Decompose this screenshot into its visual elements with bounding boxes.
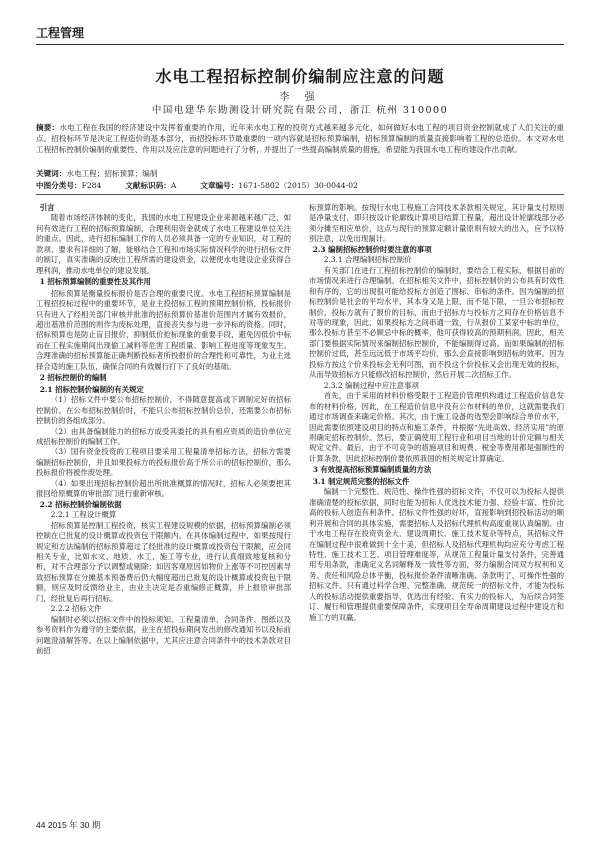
paragraph: （1）招标文件中要公布招标控制价，不得随意提高或下调制定好的招标控制价。在公布招标控制价时，不能只公布招标控制价总价，还需要公布招标控制价的各组成部分。 <box>36 395 291 426</box>
left-column <box>36 203 291 656</box>
subsection-heading: 3.1 制定规范完整的招标文件 <box>312 476 410 486</box>
subsubsection-heading: 2.2.1 工程设计概算 <box>50 510 117 520</box>
section-heading: 1 招标预算编制的重要性及其作用 <box>39 277 151 287</box>
paragraph: 随着市场经济体制的变化，我国的水电工程建设企业来源越来越广泛，如何有效进行工程的招标预算编制，合理利用资金就成了水电工程建设单位关注的重点。因此，进行招标编制工作的人员必须具备一定的专业知识，对工程的款项、要求有详细的了解，能够结合工程和市场实际情况科学的进行招标文件的制订，真实准确的反映出工程所需的建设资金，以便使水电建设企业获得合理利润，推动水电单位的建设发展。 <box>36 213 291 275</box>
subsubsection-heading: 2.3.1 合理编制招标控制价 <box>323 255 412 265</box>
article-number: 文章编号：1671-5802（2015）30-0044-02 <box>200 181 358 190</box>
paragraph: 招标预算是控制工程投资，核实工程建设规模的依据，招标预算编制必须控制在已批复的设计概算或投资包干限额内。在具体编制过程中，如果按现行规定和方法编制的招标预算超过了经批准的设计概算或投资包干限额，应会同相关专业，比如水文、地质、水工、施工等专业，进行认真细致地复核和分析，对不合理部分予以调整或剔除；如因客观原因如物价上涨等不可控因素导致招标预算在分摊基本预备费后仍大幅度超出已批复的设计概算或投资包干限额，则应及时反馈给业主，由业主决定是否重编修正概算，并上报原审批部门，经批复后再行招标。 <box>36 520 291 603</box>
section-heading: 引言 <box>39 203 55 212</box>
clc-number: 中图分类号：F284 <box>36 181 102 190</box>
paragraph: 招标预算是衡量投标报价是否合理的重要尺度。水电工程招标预算编制是工程招投标过程中的重要环节，是业主投招标工程的预期控制价格，投标报价只有进入了经相关部门审核并批准的招标预算价基准价范围内才属有效报价，超出基准价范围的则作为废标处理，直接丧失参与进一步评标的资格。同时，招标预算也是防止盲目报价，抑制低价抢标现象的重要手段，避免因低价中标而在工程实施期间出现偷工减料等危害工程质量、影响工程进度等现象发生。合理准确的招标预算能正确判断投标者所投报价的合理性和可靠性，为业主选择合适的施工队伍，确保合同的有效履行打下了良好的基础。 <box>36 288 291 371</box>
document-code: 文献标识码：A <box>125 181 177 190</box>
metadata-rule <box>36 194 564 195</box>
right-column <box>309 203 564 623</box>
paragraph: （4）如果出现招标控制价超出所批准概算的情况时，招标人必须要把其报回给原概算的审批部门进行重新审核。 <box>36 478 291 499</box>
keywords-label: 关键词： <box>36 169 67 178</box>
subsubsection-heading: 2.2.2 招标文件 <box>50 604 102 614</box>
paragraph: 标预算的影响。按现行水电工程施工合同技术条款相关规定，其计量支付原则是净量支付，即只按设计轮廓线计算项目结算工程量，超出设计轮廓线部分必须分摊至相应单价，这点与现行的预算定额计量原则有较大的出入，应予以特别注意，以免出现漏计。 <box>309 203 564 244</box>
paragraph: （2）由具备编制能力的招标方或受其委托的具有相应资质的造价单位完成招标控制价的编制工作。 <box>36 426 291 446</box>
page-footer: 44 2015 年 30 期 <box>36 820 101 830</box>
article-author: 李 强 <box>279 92 321 103</box>
subsection-heading: 2.1 招标控制价编制的有关规定 <box>39 384 144 394</box>
paragraph: 有关部门在进行工程招标控制价的编制时，要结合工程实际，根据目前的市场情况来进行合理编制。在招标相关文件中，招标控制价的公布具有时效性和有序的，它的出现很可能给投标方创造了围标、串标的条件。因为编制的招标控制价是社会的平均水平，其本身又是上限，而不是下限，一旦公布招标控制价，投标方就有了报价的目标，而由于招标方与投标方之间存在价格信息不对等的现象，因此，如果投标方之间串通一致，行从报价工某家中标的单位，那么投标方甚至不必顾忌中标的概率，他可获得较高的预期利润。因此，相关部门要根据实际情况来编制招标控制价，不能编制得过高。而如果编制的招标控制价过低，甚至远远低于市场平均价，那么会直接影响到招标的效率。因为投标方按这个价来投标会无利可图，而不投这个价投标又会出现无效的投标，从而导致招标方只能修改招标控制价，然后开展二次招标工作。 <box>309 265 564 380</box>
paragraph: 编制一个完整性、规范性、操作性强的招标文件，不仅可以为投标人提供准确清楚的投标依据，同时也能为招标人优选技术能力强、经验丰富、性价比高的投标人创造有利条件。招标文件性强的好坏，直接影响到招投标活动的顺利开展和合同的具体实施，需要招标人及招标代理机构高度重视认真编制。由于水电工程存在投资资金大、建设周期长、施工技术复杂等特点，其招标文件在编制过程中很难做到十全十美，但招标人及招标代理机构均应充分考虑工程特性、施工技术工艺、项目管理难度等，从规范工程量计量支付条件，完善通用专用条款，准确定义名词解释及一致性等方面，努力编制合同双方权利和义务、责任和风险总体平衡，投标报价条件清晰准确、条款明了、可操作性强的招标文件。只有通过科学合理、完整准确、规范统一的招标文件，才能为投标人的投标活动提供重要指导，优选出有经验、有实力的投标人，为后续合同签订、履行和管理提供重要保障条件，实现项目全寿命周期建设过程中建设方和施工方的双赢。 <box>309 487 564 622</box>
header-rule <box>36 44 564 45</box>
keywords <box>36 168 564 179</box>
keywords-text: 水电工程；招标预算；编制 <box>66 169 158 178</box>
author-affiliation: 中国电建华东勘测设计研究院有限公司，浙江 杭州 310000 <box>151 105 449 116</box>
section-heading: 2 招标控制价的编制 <box>39 373 107 383</box>
abstract-text: 水电工程在我国的经济建设中发挥着重要的作用，近年来水电工程的投资方式越来越多元化，如何做好水电工程的项目资金控制就成了人们关注的重点。招投标环节是决定工程造价的基本部分，而招投标环节最重要的一项内容就是招标预算编制，招标预算编制的质量直接影响着工程的总造价。本文对水电工程招标控制价编制的重要性、作用以及应注意的问题进行了分析，并提出了一些提高编制质量的措施，希望能为我国水电工程的建设作出贡献。 <box>36 123 565 154</box>
article-metadata <box>36 180 564 191</box>
paragraph: （3）国有资金投资的工程项目要采用工程量清单招标方法，招标方需要编制招标控制价，并且如果投标方的投标报价高于所公示的招标控制价，那么投标报价将被作废处理。 <box>36 447 291 478</box>
paragraph: 编制时必须以招标文件中的投标须知、工程量清单、合同条件、图纸以及参考资料作为遵守的主要依据，业主在招投标期间发出的修改通知书以及标前问题澄清解答等。在以上编制依据中，尤其应注意合同条件中的技术条款对目前招 <box>36 614 291 656</box>
abstract <box>36 122 564 155</box>
paragraph: 首先，由于采用的材料价格受限于工程造价管理机构通过工程造价信息发布的材料价格，因此，在工程造价信息中没有公布材料的单价，这就需要我们通过市场调查来确定价格。其次，由于施工设备的选型会影响综合单价水平，因此需要依照建设项目的特点和施工条件，并根据“先进高效、经济实用”的原则确定招标控制价。然后，要正确使用工程行业和项目当地的计价定额与相关规定文件。最后，由于不可竞争的措施项目和规费、税金等费用都是强制性的计算条款，因此招标控制价要依照我国的相关规定计算确定。 <box>309 391 564 463</box>
subsection-heading: 2.3 编制招标控制价时要注意的事项 <box>312 244 432 254</box>
abstract-label: 摘要： <box>36 123 60 132</box>
article-title: 水电工程招标控制价编制应注意的问题 <box>155 67 445 86</box>
subsubsection-heading: 2.3.2 编制过程中应注意事项 <box>323 380 419 390</box>
subsection-heading: 2.2 招标控制价编制依据 <box>39 499 122 509</box>
running-header: 工程管理 <box>36 26 85 40</box>
section-heading: 3 有效提高招标预算编制质量的方法 <box>312 465 432 475</box>
